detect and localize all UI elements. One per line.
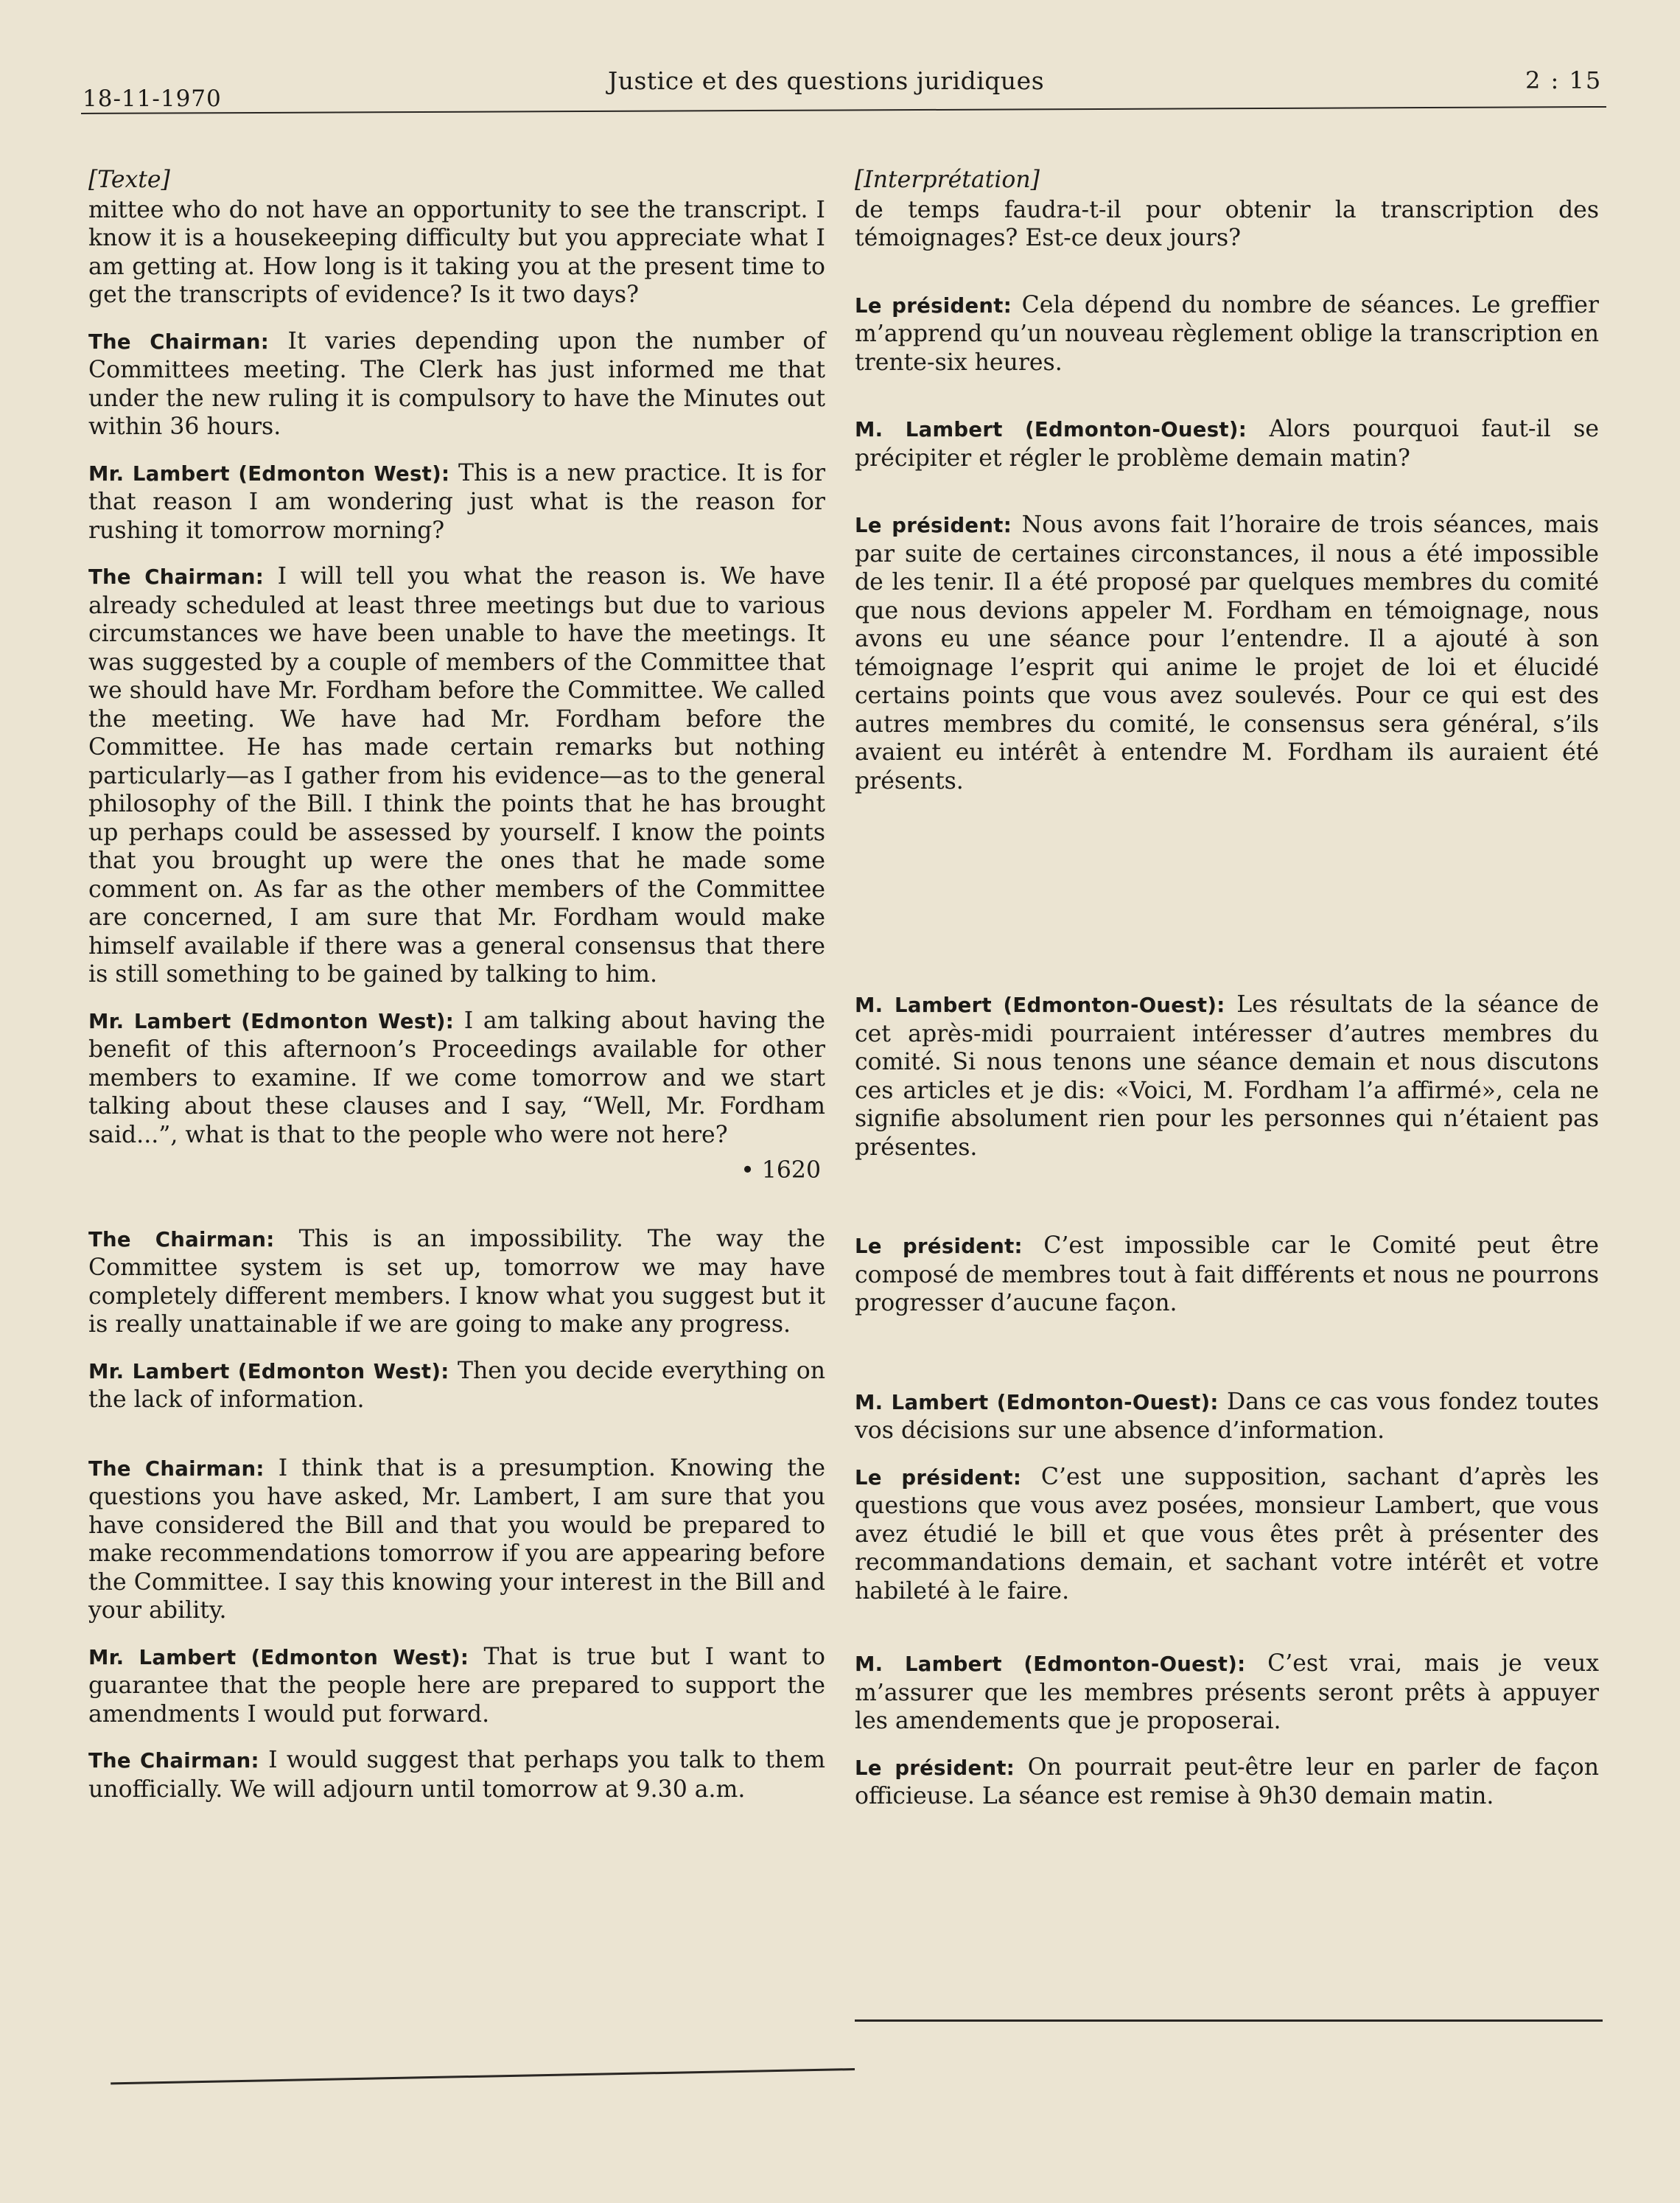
- french-column: [855, 166, 1599, 1811]
- speaker-label: Le président:: [855, 1235, 1023, 1258]
- speaker-label: Mr. Lambert (Edmonton West):: [88, 1359, 449, 1383]
- speech: The Chairman: I think that is a presumption. Knowing the questions you have asked, Mr. Lambert, I am sure that you have considered the Bill and that you would be prepared to make recommendations tomorrow if you are appearing before the Committee. I say this knowing your interest in the Bill and your ability.: [88, 1454, 825, 1624]
- speech: Mr. Lambert (Edmonton West): That is true but I want to guarantee that the people here are prepared to support the amendments I would put forward.: [88, 1643, 826, 1728]
- speech: The Chairman: This is an impossibility. The way the Committee system is set up, tomorrow we may have completely different members. I know what you suggest but it is really unattainable if we are going to make any progress.: [88, 1225, 825, 1338]
- header-title: Justice et des questions juridiques: [608, 66, 1045, 95]
- speech: Mr. Lambert (Edmonton West): This is a new practice. It is for that reason I am wondering just what is the reason for rushing it tomorrow morning?: [88, 459, 826, 544]
- speech: Le président: Nous avons fait l’horaire de trois séances, mais par suite de certaines circonstances, il nous a été impossible de les tenir. Il a été proposé par quelques membres du comité que nous devions appeler M. Fordham en témoignage, nous avons eu une séance pour l’entendre. Il a ajouté à son témoignage l’esprit qui anime le projet de loi et élucidé certains points que vous avez soulevés. Pour ce qui est des autres membres du comité, le consensus sera général, s’ils avaient eu intérêt à entendre M. Fordham ils auraient été présents.: [855, 512, 1599, 795]
- paragraph: de temps faudra-t-il pour obtenir la transcription des témoignages? Est-ce deux jours?: [855, 196, 1599, 251]
- speech: The Chairman: It varies depending upon the number of Committees meeting. The Clerk has just informed me that under the new ruling it is compulsory to have the Minutes out within 36 hours.: [88, 327, 825, 440]
- speech: The Chairman: I would suggest that perhaps you talk to them unofficially. We will adjourn until tomorrow at 9.30 a.m.: [88, 1747, 825, 1803]
- header-rule: [81, 106, 1606, 114]
- speech: Mr. Lambert (Edmonton West): I am talking about having the benefit of this afternoon’s Proceedings available for other members to examine. If we come tomorrow and we start talking about these clauses and I say, “Well, Mr. Fordham said...”, what is that to the people who were not here?: [88, 1007, 825, 1148]
- speech: Mr. Lambert (Edmonton West): Then you decide everything on the lack of information.: [88, 1357, 825, 1413]
- speech: Le président: Cela dépend du nombre de séances. Le greffier m’apprend qu’un nouveau règlement oblige la transcription en trente-six heures.: [855, 291, 1599, 376]
- language-tag: [Interprétation]: [855, 167, 1040, 193]
- speaker-label: Mr. Lambert (Edmonton West):: [88, 1645, 469, 1669]
- footer-rule: [855, 2019, 1603, 2022]
- speech: Le président: C’est impossible car le Comité peut être composé de membres tout à fait différents et nous ne pourrons progresser d’aucune façon.: [855, 1232, 1599, 1316]
- language-tag: [Texte]: [88, 167, 170, 193]
- paragraph: mittee who do not have an opportunity to see the transcript. I know it is a housekeeping difficulty but you appreciate what I am getting at. How long is it taking you at the present time to get the transcripts of evidence? Is it two days?: [88, 196, 825, 308]
- speech: M. Lambert (Edmonton-Ouest): Alors pourquoi faut-il se précipiter et régler le problème demain matin?: [855, 416, 1599, 472]
- speaker-label: Le président:: [855, 293, 1012, 318]
- speaker-label: The Chairman:: [88, 329, 270, 354]
- speaker-label: M. Lambert (Edmonton-Ouest):: [855, 994, 1225, 1017]
- speech: Le président: On pourrait peut-être leur en parler de façon officieuse. La séance est remise à 9h30 demain matin.: [855, 1753, 1599, 1809]
- speaker-label: Le président:: [855, 1465, 1022, 1490]
- speaker-label: Le président:: [855, 1756, 1015, 1780]
- speaker-label: M. Lambert (Edmonton-Ouest):: [855, 1652, 1246, 1676]
- speaker-label: The Chairman:: [88, 565, 265, 589]
- speaker-label: M. Lambert (Edmonton-Ouest):: [855, 418, 1247, 441]
- speech: The Chairman: I will tell you what the reason is. We have already scheduled at least three meetings but due to various circumstances we have been unable to have the meetings. It was suggested by a couple of members of the Committee that we should have Mr. Fordham before the Committee. We called the meeting. We have had Mr. Fordham before the Committee. He has made certain remarks but nothing particularly—as I gather from his evidence—as to the general philosophy of the Bill. I think the points that he has brought up perhaps could be assessed by yourself. I know the points that you brought up were the ones that he made some comment on. As far as the other members of the Committee are concerned, I am sure that Mr. Fordham would make himself available if there was a general consensus that there is still something to be gained by talking to him.: [88, 563, 825, 988]
- time-marker: • 1620: [741, 1157, 821, 1184]
- speaker-label: The Chairman:: [88, 1456, 265, 1481]
- speaker-label: Mr. Lambert (Edmonton West):: [88, 1009, 455, 1033]
- speech: M. Lambert (Edmonton-Ouest): C’est vrai, mais je veux m’assurer que les membres présents seront prêts à appuyer les amendements que je proposerai.: [855, 1650, 1599, 1734]
- speaker-label: The Chairman:: [88, 1227, 275, 1251]
- speaker-label: Mr. Lambert (Edmonton West):: [88, 461, 450, 486]
- header-page-number: 2 : 15: [1525, 66, 1603, 94]
- header-date: 18-11-1970: [83, 85, 222, 112]
- speech: Le président: C’est une supposition, sachant d’après les questions que vous avez posées, monsieur Lambert, que vous avez étudié le bill et que vous êtes prêt à présenter des recommandations demain, et sachant votre intérêt et votre habileté à le faire.: [855, 1463, 1599, 1605]
- footer-rule-left: [111, 2068, 855, 2084]
- speaker-label: Le président:: [855, 514, 1012, 537]
- speech: M. Lambert (Edmonton-Ouest): Les résultats de la séance de cet après-midi pourraient intéresser d’autres membres du comité. Si nous tenons une séance demain et nous discutons ces articles et je dis: «Voici, M. Fordham l’a affirmé», cela ne signifie absolument rien pour les personnes qui n’étaient pas présentes.: [855, 991, 1599, 1161]
- english-column: [88, 166, 825, 1804]
- speaker-label: The Chairman:: [88, 1749, 259, 1773]
- speech: M. Lambert (Edmonton-Ouest): Dans ce cas vous fondez toutes vos décisions sur une absence d’information.: [855, 1388, 1599, 1444]
- speaker-label: M. Lambert (Edmonton-Ouest):: [855, 1390, 1219, 1414]
